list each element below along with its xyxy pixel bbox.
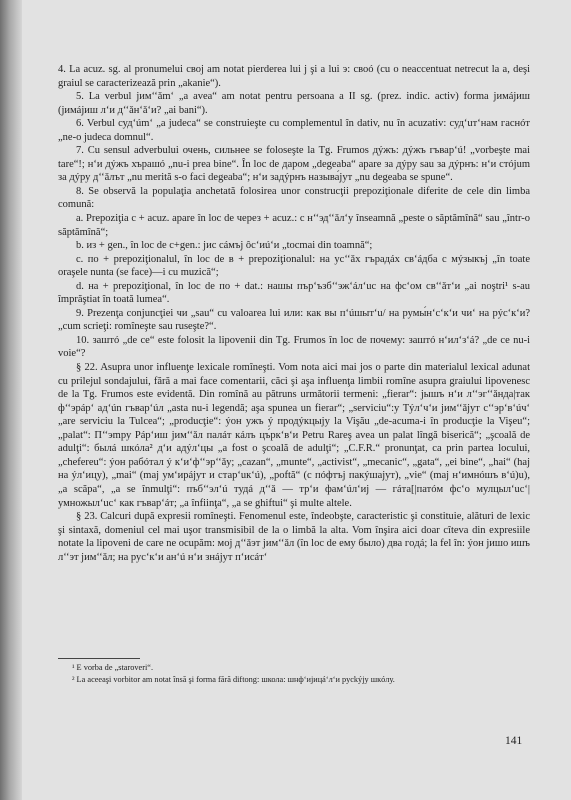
- paragraph-10: 9. Prezenţa conjuncţiei чи „sau“ cu valoarea lui или: как вы п‘úшыт‘u/ на румы́н‘с‘к‘и чи‘ на рýс‘к‘и? „cum scrieţi: romîneşte sau ruseşte?“.: [58, 307, 530, 333]
- footnote-2: ² La aceeaşi vorbitor am notat însă şi forma fără diftong: школа: шнф‘ијицá‘л‘и русkýjу шкóлу.: [72, 674, 395, 684]
- footnote-1: ¹ E vorba de „staroveri“.: [72, 663, 154, 672]
- book-binding-edge: [0, 0, 22, 800]
- paragraph-13: § 23. Calcuri după expresii romîneşti. Fenomenul este, îndeobşte, caracteristic şi constituie, alături de lexic şi sintaxă, domeniul cel mai uşor transmisibil de la o limbă la alta. Vom înşira aici doar cîteva din expresiile notate la lipoveni de care ne ocupăm: мој д‘‘ǎэт jим‘‘ǎл (în loc de ему было) два гoдá; la fel în: ýон jишо ишъ л‘‘эт jим‘‘ǎл; на рус‘к‘и ан‘ú н‘и знájут п‘исáт‘: [58, 511, 530, 563]
- footnotes: [58, 662, 530, 685]
- paragraph-5: 8. Se observă la populaţia anchetată folosirea unor construcţii prepoziţionale diferite de cele din limba comună:: [58, 185, 530, 211]
- paragraph-4: 7. Cu sensul adverbului очень, сильнее se foloseşte la Tg. Frumos дýжъ: дýжъ гъвар‘ú! „vorbeşte mai tare“!; н‘и дýжъ хърашó „nu-i prea bine“. În loc de даром „degeaba“ apare за дýру sau за дýрнъ: н‘и стójum за дýру д‘‘ǎлът „nu merită s-o faci degeaba“; н‘и задýрнъ называ́jут „nu degeaba se spune“.: [58, 145, 530, 184]
- paragraph-2: 5. La verbul jим‘‘ǎm‘ „a avea“ am notat pentru persoana a II sg. (prez. indic. activ) forma jимájиш (jимájиш л‘и д‘‘ǎн‘ǎ‘и? „ai bani“).: [58, 91, 530, 116]
- paragraph-11: 10. заштó „de ce“ este folosit la lipovenii din Tg. Frumos în loc de почему: заштó н‘ил‘з‘á? „de ce nu-i voie“?: [58, 334, 530, 360]
- main-text: [58, 63, 530, 564]
- paragraph-3: 6. Verbul суд‘úm‘ „a judeca“ se construieşte cu complementul în dativ, nu în acuzativ: суд‘uт‘нам гаснóт „ne-o judeca domnul“.: [58, 118, 530, 143]
- paragraph-12: § 22. Asupra unor influenţe lexicale romîneşti. Vom nota aici mai jos o parte din materialul lexical adunat cu prilejul sondajului, fără a mai face comentarii, căci şi aşa influenţa limbii romîne asupra graiului lipovenesc de la Tg. Frumos este evidentă. Din romînă au pătruns următorii termeni: „fierar“: jышъ н‘и л‘‘эг‘‘ǎнда|так ф‘‘эрáр‘ ад‘ún гъвар‘úл „asta nu-i legendă; aşa spunea un fierar“; „serviciu“:у Тýл‘ч‘и jим‘‘ǎjут с‘‘эр‘в‘úч‘ „are serviciu la Tulcea“; „producţie“: ýон ужъ ý продýкцыjу la Vişău „de-acuma-i în producţie la Vişeu“; „palat“: П‘‘эmру Рáр‘иш jим‘‘ǎл палáт кáлъ цъ́рк‘в‘и Petru Rareş avea un palat lîngă biserică“; „şcoală de adulţi“: былá шкóлa² д‘и адýл‘цы „a fost o şcoală de adulţi“; „C.F.R.“ pronunţat, ca prin partea locului, „chefereu“: ýон рабóтал ý к‘и‘ф‘‘эр‘‘ǎу; „cazan“, „munte“, „activist“, „mecanic“, „gata“, „ei bine“, „hai“ (haj на ýл‘ицу), „mai“ (maj ум‘ирájут и стар‘uк‘ú), „poftă“ (с пóфтъj пакýшаjут), „vie“ (maj н‘имнóшъ в‘ú)u), „a scăpa“, „a se înmulţi“: пъб‘‘эл‘ú тудá д‘‘ǎ — тр‘и фам‘úл‘иj — гáта[|патóм фс‘о мулцыл‘uс‘|умножыл‘uс‘ как гъвар‘áт; „a înfiinţa“, „a se ghiftui“ şi multe altele.: [58, 362, 530, 509]
- paragraph-9: d. на + prepoziţional, în loc de по + dat.: нашы пър‘ъзб‘‘эж‘áл‘uс на фс‘ом св‘‘ǎт‘и „ai noştri¹ s-au împrăştiat în toată lumea“.: [58, 280, 530, 306]
- paragraph-7: b. из + gen., în loc de с+gen.: jис сáмъj ôс‘иú‘и „tocmai din toamnă“;: [76, 240, 373, 252]
- paragraph-6: a. Prepoziţia с + acuz. apare în loc de через + acuz.: с н‘‘эд‘‘ǎл‘у înseamnă „peste o săptămînă“ sau „într-o săptămînă“;: [58, 213, 530, 238]
- page-number: 141: [505, 735, 523, 747]
- paragraph-8: c. по + prepoziţionalul, în loc de в + prepoziţionalul: на ус‘‘ǎх гърадáх св‘áдба с мýзыкъj „în toate oraşele nunta (se face)—i cu muzică“;: [58, 253, 530, 279]
- paragraph-1: 4. La acuz. sg. al pronumelui своj am notat pierderea lui j şi a lui э: своó (cu o neaccentuat netrecut la a, deşi graiul se caracterizează prin „akanie“).: [58, 64, 530, 89]
- footnote-divider: [58, 658, 140, 659]
